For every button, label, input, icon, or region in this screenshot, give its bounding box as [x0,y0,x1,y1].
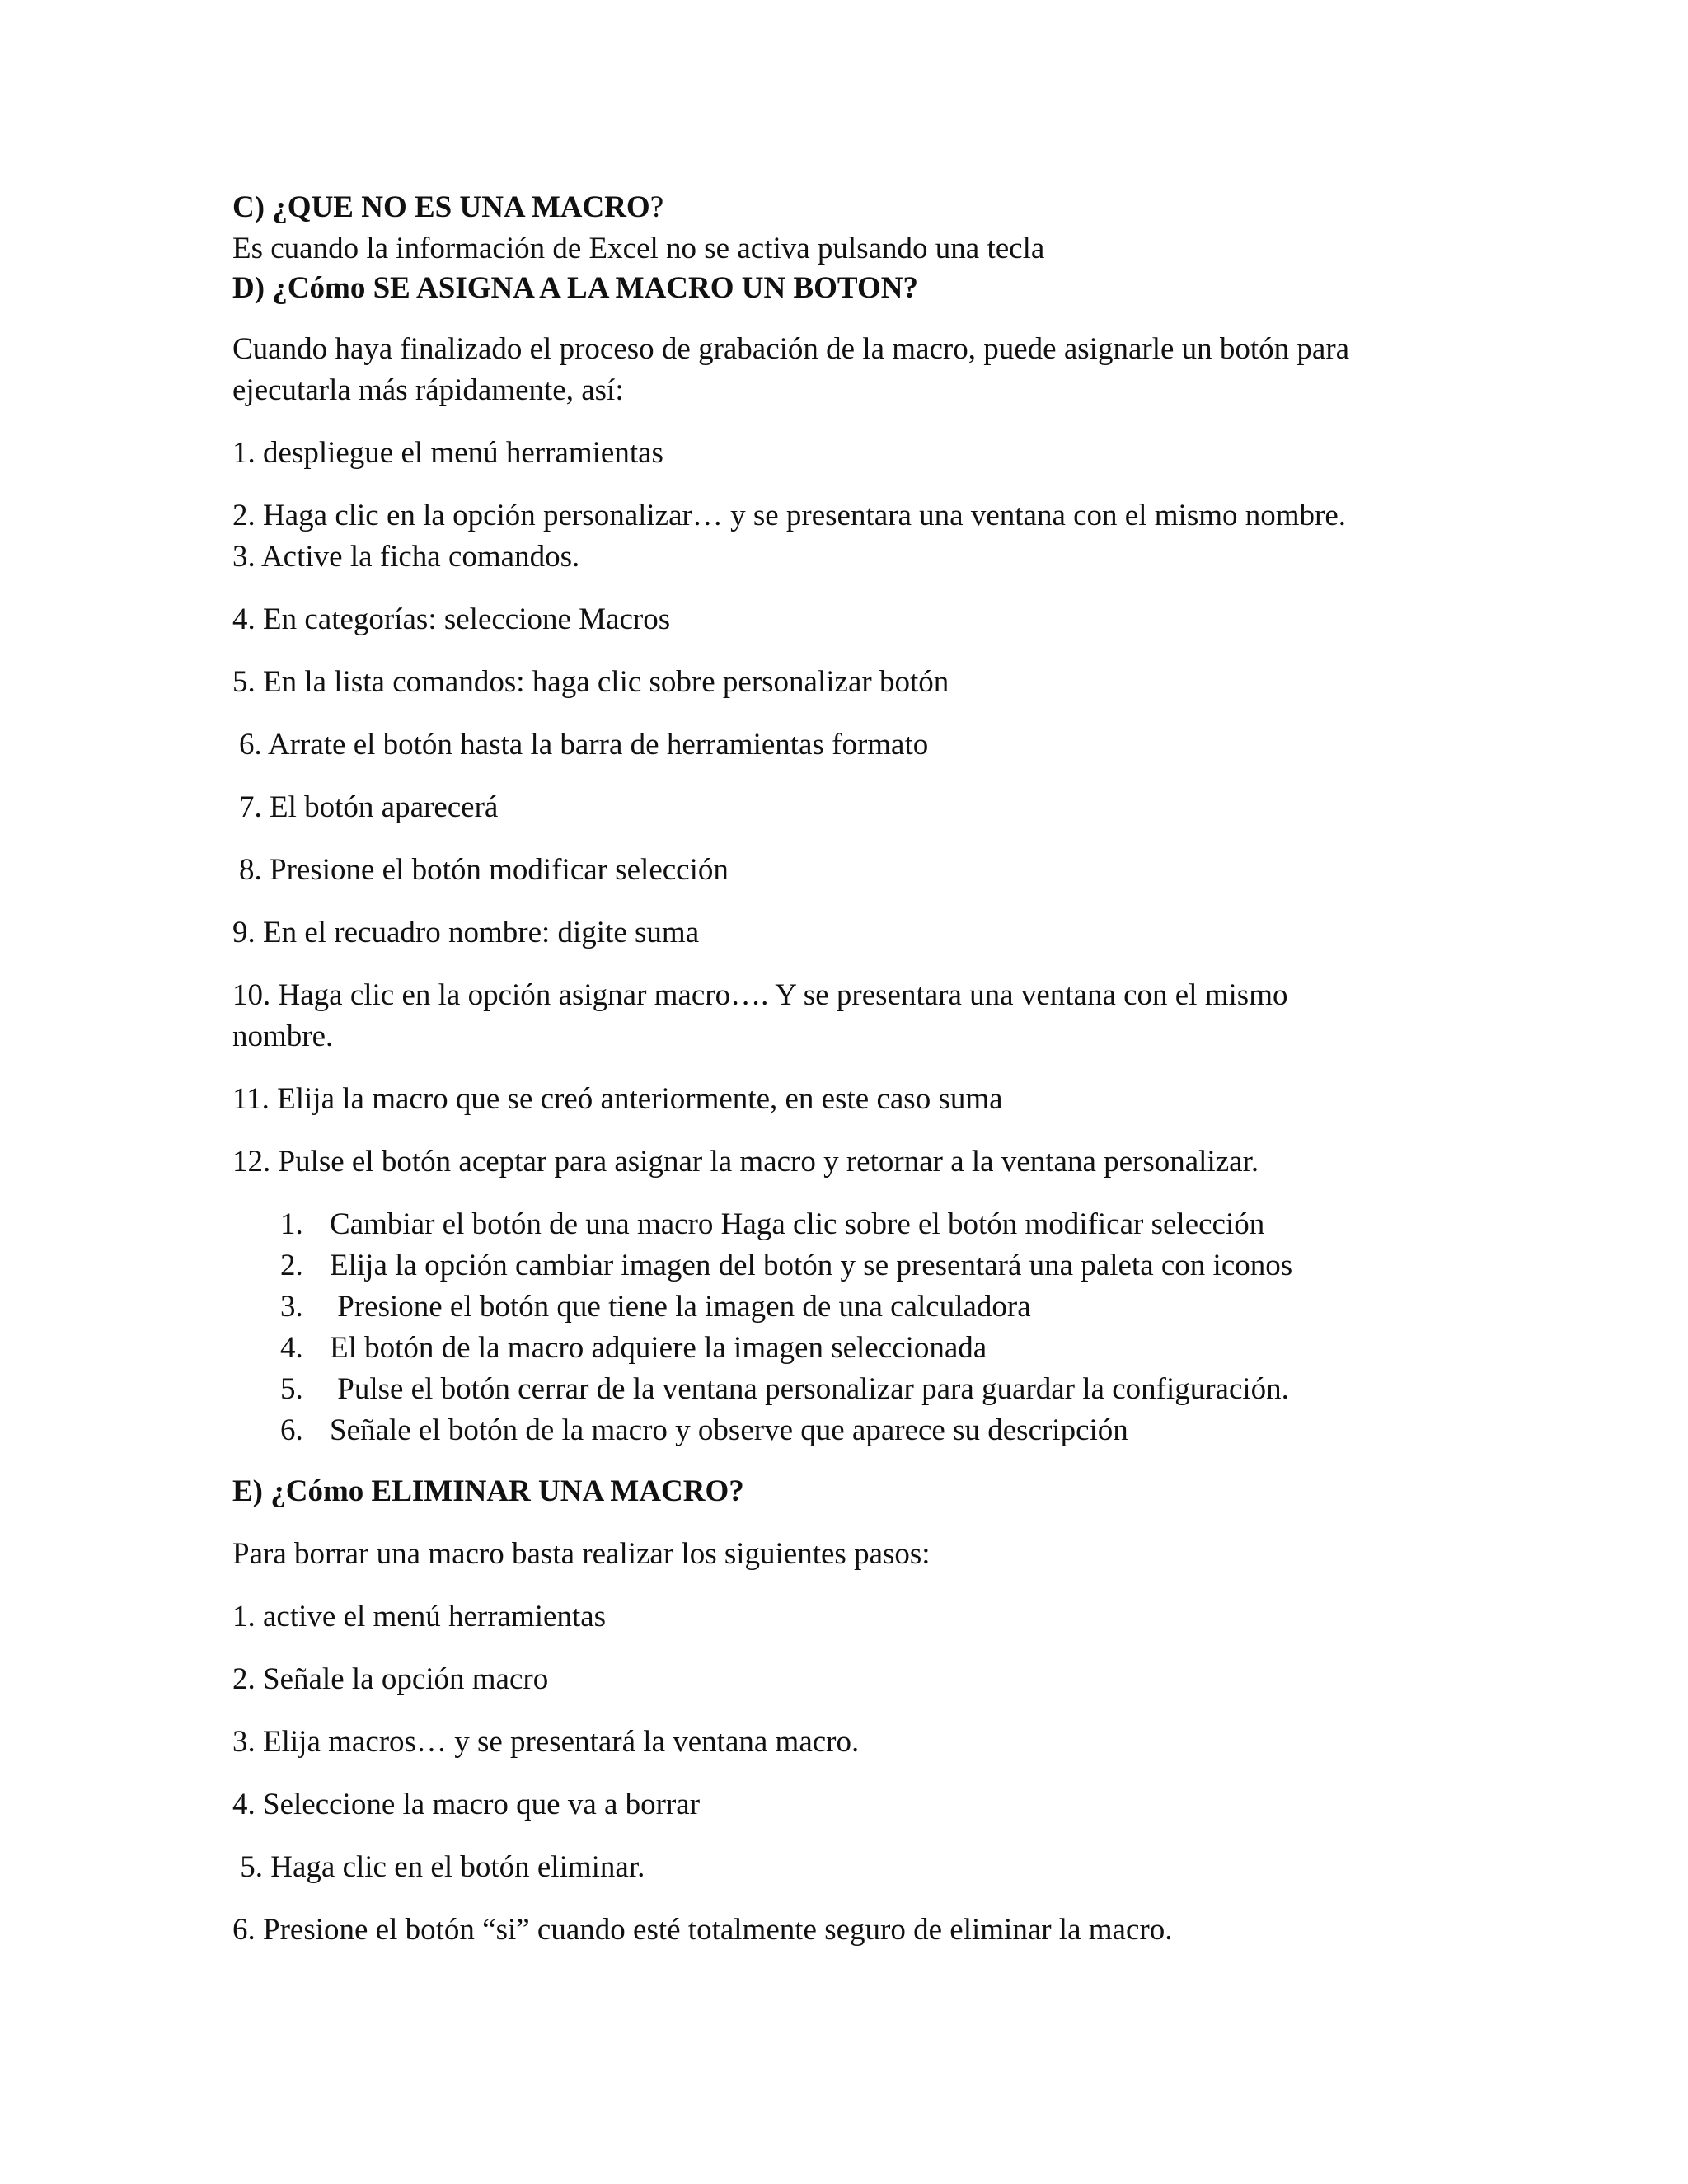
d-step-1: 1. despliegue el menú herramientas [232,436,663,470]
sublist-num: 4. [280,1331,303,1365]
sublist-text: Presione el botón que tiene la imagen de una calculadora [330,1290,1031,1324]
section-d-intro-line2: ejecutarla más rápidamente, así: [232,373,624,407]
sublist-text: Pulse el botón cerrar de la ventana personalizar para guardar la configuración. [330,1372,1289,1406]
sublist-num: 3. [280,1290,303,1324]
sublist-item [0,1329,1688,1368]
sublist-item [0,1246,1688,1286]
section-c-heading-mark: ? [649,190,664,224]
d-step-10-cont: nombre. [232,1019,334,1053]
section-c-heading-text: C) ¿QUE NO ES UNA MACRO [232,190,650,224]
sublist-item [0,1411,1688,1451]
e-step-5: 5. Haga clic en el botón eliminar. [232,1850,645,1884]
section-e-heading: E) ¿Cómo ELIMINAR UNA MACRO? [232,1474,744,1508]
sublist-num: 5. [280,1372,303,1406]
d-step-11: 11. Elija la macro que se creó anteriormente, en este caso suma [232,1082,1003,1116]
d-step-4: 4. En categorías: seleccione Macros [232,602,671,636]
sublist-text: El botón de la macro adquiere la imagen seleccionada [330,1331,987,1365]
e-step-3: 3. Elija macros… y se presentará la ventana macro. [232,1725,860,1759]
d-step-10: 10. Haga clic en la opción asignar macro…. Y se presentara una ventana con el mismo [232,978,1288,1012]
sublist-num: 2. [280,1249,303,1282]
d-step-3: 3. Active la ficha comandos. [232,540,580,574]
sublist-text: Cambiar el botón de una macro Haga clic sobre el botón modificar selección [330,1207,1265,1241]
d-step-5: 5. En la lista comandos: haga clic sobre personalizar botón [232,665,950,699]
d-step-12: 12. Pulse el botón aceptar para asignar la macro y retornar a la ventana personalizar. [232,1145,1259,1179]
sublist-num: 1. [280,1207,303,1241]
d-step-8: 8. Presione el botón modificar selección [239,853,729,887]
section-c-heading [232,188,663,227]
d-step-7: 7. El botón aparecerá [239,790,499,824]
d-step-9: 9. En el recuadro nombre: digite suma [232,916,700,949]
sublist-text: Elija la opción cambiar imagen del botón y se presentará una paleta con iconos [330,1249,1293,1282]
section-e-intro: Para borrar una macro basta realizar los siguientes pasos: [232,1537,931,1571]
e-step-6: 6. Presione el botón “si” cuando esté totalmente seguro de eliminar la macro. [232,1913,1173,1947]
e-step-1: 1. active el menú herramientas [232,1600,607,1633]
sublist-item [0,1205,1688,1244]
section-c-text: Es cuando la información de Excel no se activa pulsando una tecla [232,232,1045,265]
section-d-heading: D) ¿Cómo SE ASIGNA A LA MACRO UN BOTON? [232,271,918,305]
e-step-2: 2. Señale la opción macro [232,1662,549,1696]
sublist-item [0,1370,1688,1409]
sublist-item [0,1287,1688,1327]
d-step-6: 6. Arrate el botón hasta la barra de herramientas formato [239,728,929,762]
d-step-2: 2. Haga clic en la opción personalizar… y se presentara una ventana con el mismo nombre. [232,499,1347,532]
section-d-intro-line1: Cuando haya finalizado el proceso de grabación de la macro, puede asignarle un botón para [232,332,1350,366]
sublist-text: Señale el botón de la macro y observe que aparece su descripción [330,1413,1128,1447]
sublist-num: 6. [280,1413,303,1447]
e-step-4: 4. Seleccione la macro que va a borrar [232,1788,701,1821]
